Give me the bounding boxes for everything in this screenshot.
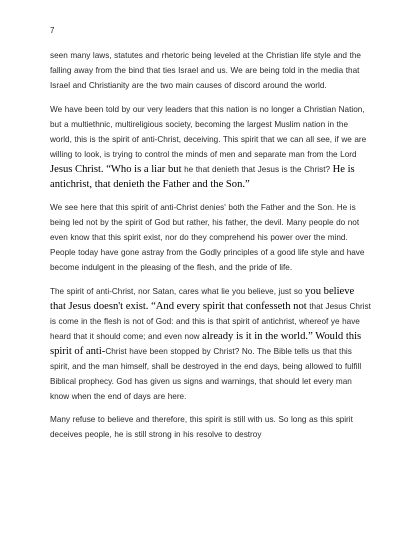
scripture-quote: already is it in the world.” Would this spirit of anti-	[50, 330, 362, 357]
scripture-quote: Jesus Christ. “Who is a liar but	[50, 163, 182, 175]
text-segment: seen many laws, statutes and rhetoric being leveled at the Christian life style and the falling away from the bind that ties Israel and us. We are being told in the media that Israel and Christianity are the two main causes of discord around the world.	[50, 51, 361, 90]
text-segment: Christ have been stopped by Christ? No. The Bible tells us that this spirit, and the man himself, shall be destroyed in the end days, being allowed to fulfill Biblical prophecy. God has given us signs and warnings, that should let every man know when the end of days are here.	[50, 346, 362, 401]
paragraph	[50, 412, 372, 442]
text-segment: that Jesus Christ is come in the flesh is not of God: and this is that spirit of antichrist, whereof ye have heard that it should come; and even now	[50, 301, 371, 341]
scripture-quote: He is antichrist, that denieth the Father and the Son.”	[50, 163, 355, 190]
paragraph	[50, 48, 372, 93]
text-segment: We see here that this spirit of anti-Christ denies' both the Father and the Son. He is being led not by the spirit of God but rather, his father, the devil. Many people do not even know that this spirit exist, nor do they comprehend his power over the mind. People today have gone astray from the Godly principles of a good life style and have become indulgent in the pleasing of the flesh, and the pride of life.	[50, 203, 365, 272]
text-segment: Many refuse to believe and therefore, this spirit is still with us. So long as this spirit deceives people, he is still strong in his resolve to destroy	[50, 415, 353, 439]
body-text	[50, 48, 372, 451]
paragraph	[50, 102, 372, 192]
text-segment: We have been told by our very leaders that this nation is no longer a Christian Nation, but a multiethnic, multireligious society, becoming the largest Muslim nation in the world, this is the spirit of anti-Christ, deceiving. This spirit that we can all see, if we are willing to look, is trying to control the minds of men and separate man from the Lord	[50, 104, 367, 159]
page-number: 7	[50, 26, 55, 35]
text-segment: he that denieth that Jesus is the Christ?	[181, 164, 333, 174]
paragraph	[50, 284, 372, 404]
scripture-quote: you believe that Jesus doesn't exist. “And every spirit that confesseth not	[50, 285, 355, 312]
text-segment: The spirit of anti-Christ, nor Satan, cares what lie you believe, just so	[50, 286, 306, 296]
paragraph	[50, 200, 372, 275]
